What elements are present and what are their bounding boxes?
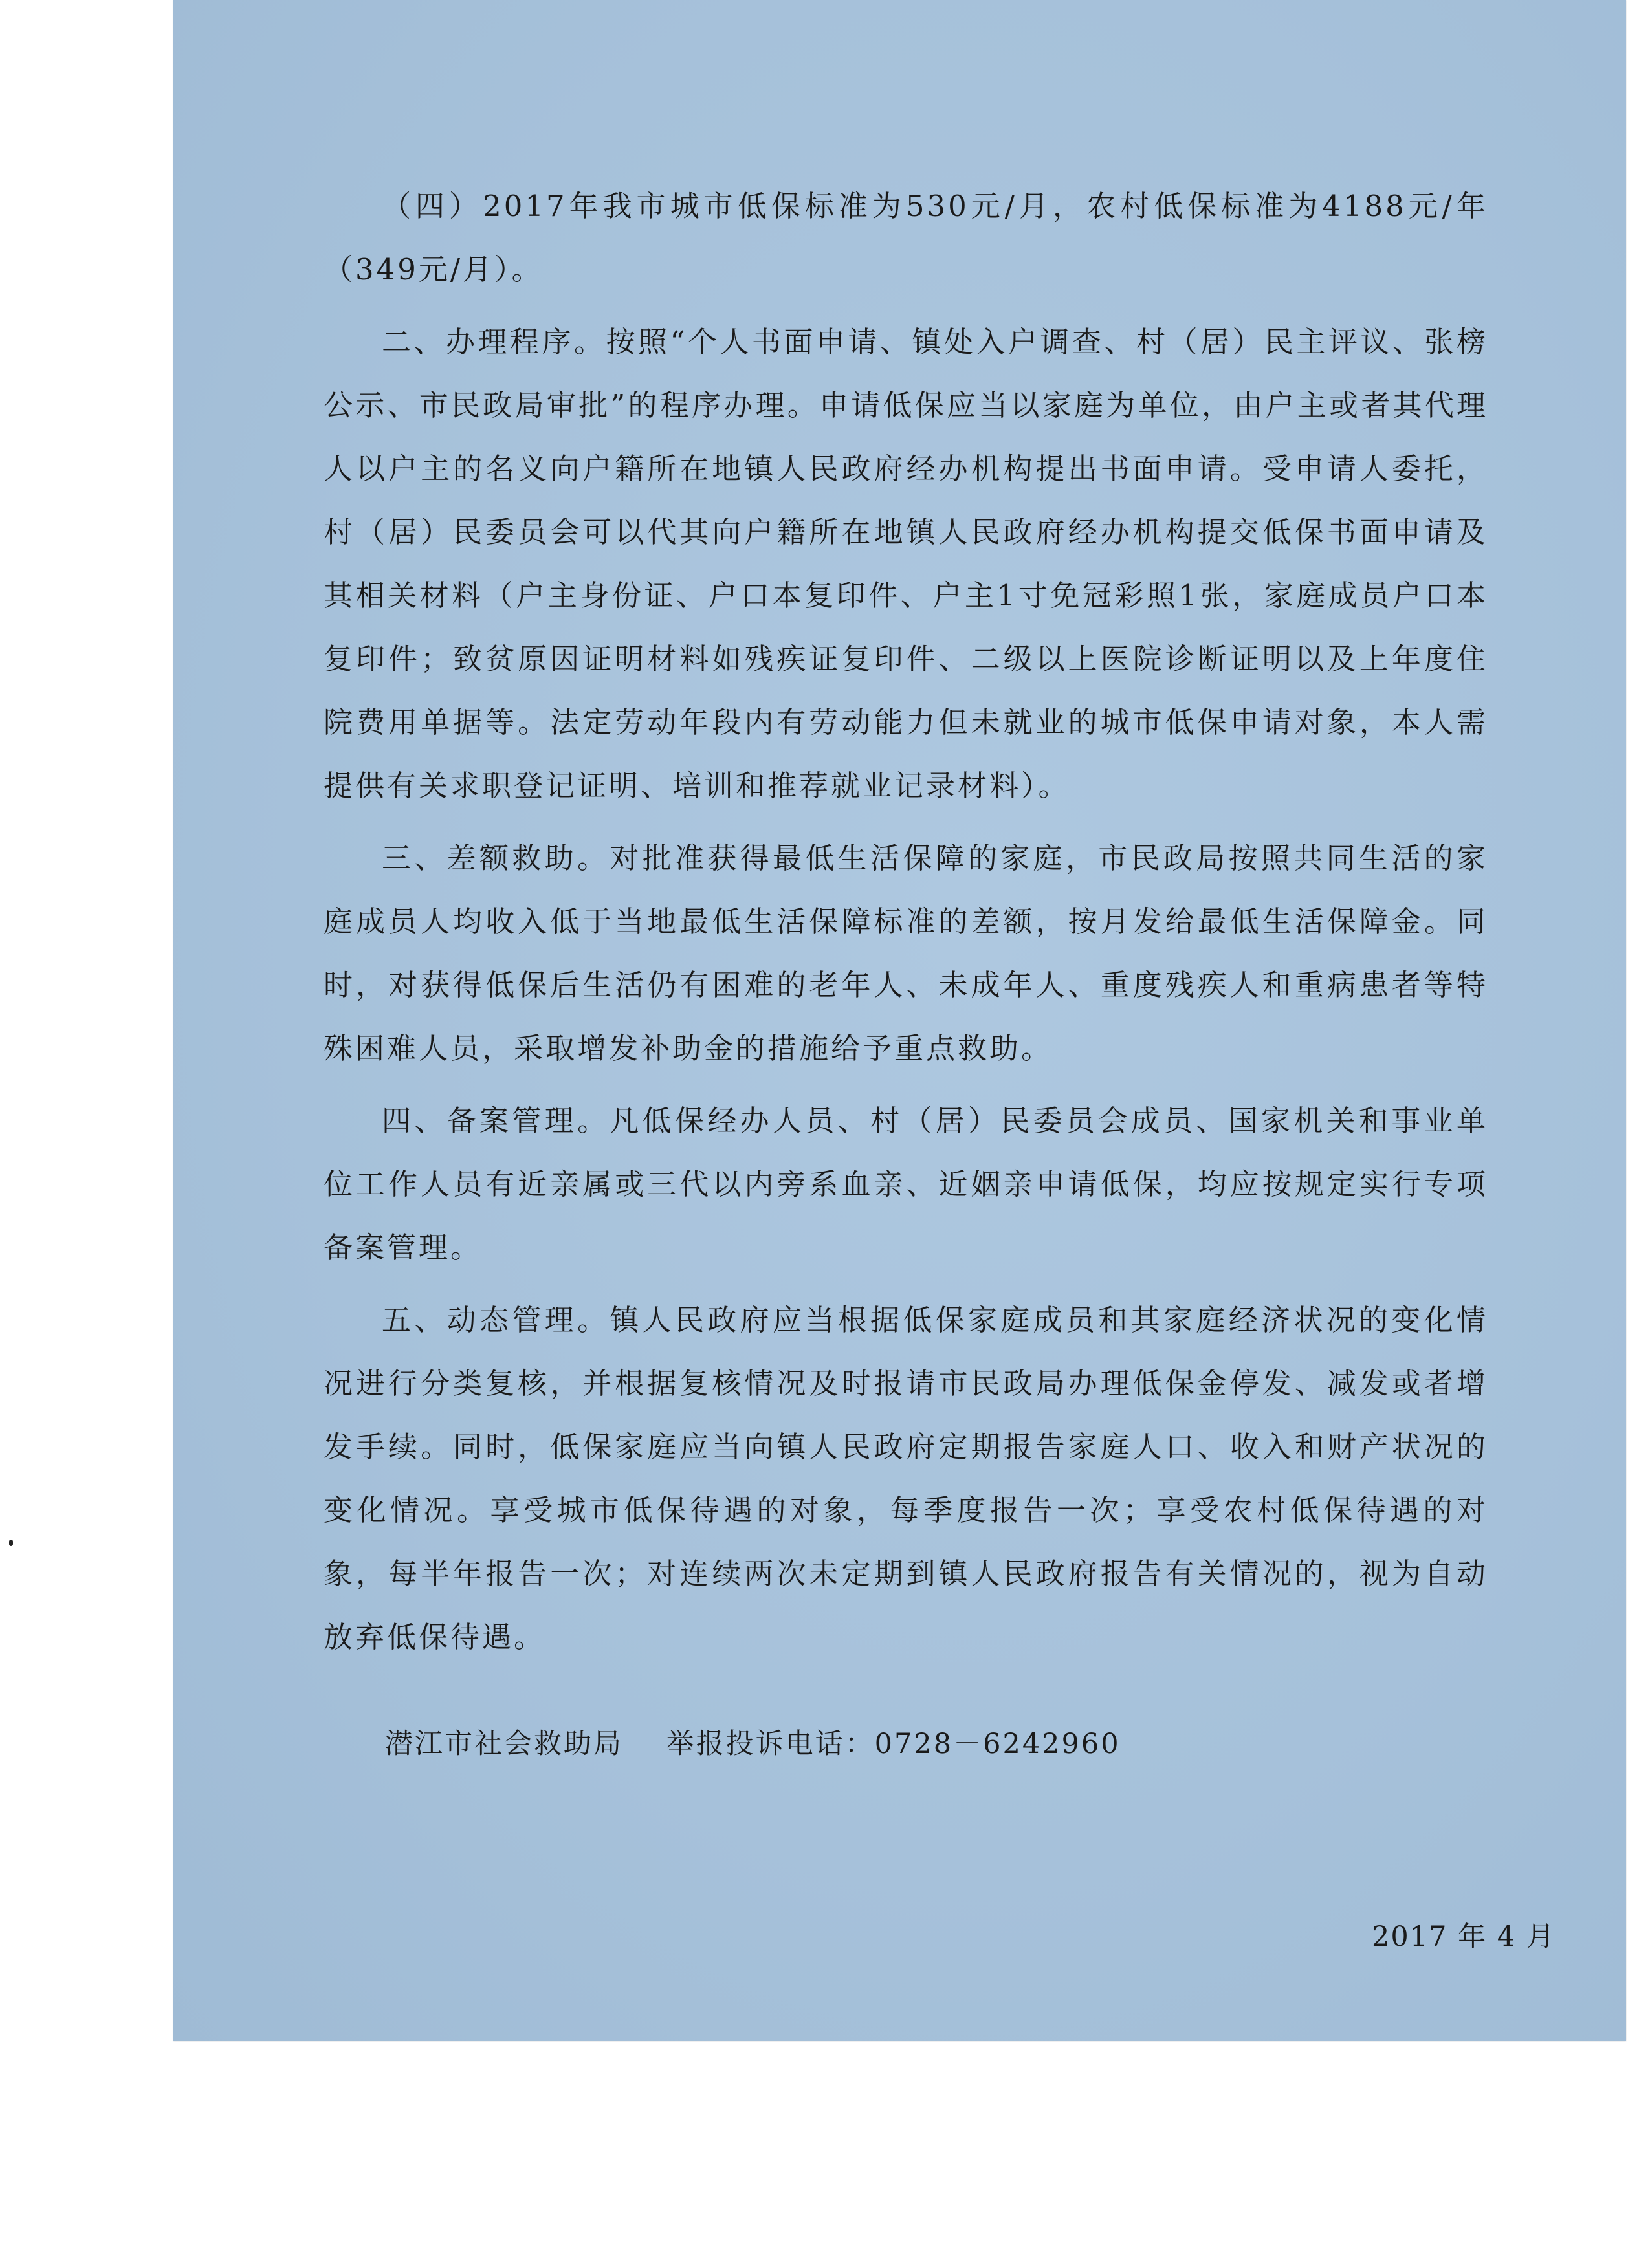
issuer-signature: 潜江市社会救助局 举报投诉电话：0728－6242960: [385, 1728, 1121, 1760]
scan-mark: [9, 1540, 13, 1546]
document-page: [173, 0, 1626, 2041]
paragraph-procedure: 二、办理程序。按照“个人书面申请、镇处入户调查、村（居）民主评议、张榜公示、市民政局审批”的程序办理。申请低保应当以家庭为单位，由户主或者其代理人以户主的名义向户籍所在地镇人民政府经办机构提出书面申请。受申请人委托，村（居）民委员会可以代其向户籍所在地镇人民政府经办机构提交低保书面申请及其相关材料（户主身份证、户口本复印件、户主1寸免冠彩照1张，家庭成员户口本复印件；致贫原因证明材料如残疾证复印件、二级以上医院诊断证明以及上年度住院费用单据等。法定劳动年段内有劳动能力但未就业的城市低保申请对象，本人需提供有关求职登记证明、培训和推荐就业记录材料）。: [324, 325, 1488, 803]
paragraph-standards: （四）2017年我市城市低保标准为530元/月，农村低保标准为4188元/年（349元/月）。: [324, 189, 1488, 287]
issue-date: 2017 年 4 月: [1372, 1921, 1556, 1953]
paragraph-assistance: 三、差额救助。对批准获得最低生活保障的家庭，市民政局按照共同生活的家庭成员人均收入低于当地最低生活保障标准的差额，按月发给最低生活保障金。同时，对获得低保后生活仍有困难的老年人、未成年人、重度残疾人和重病患者等特殊困难人员，采取增发补助金的措施给予重点救助。: [324, 841, 1488, 1065]
paragraph-dynamic-management: 五、动态管理。镇人民政府应当根据低保家庭成员和其家庭经济状况的变化情况进行分类复核，并根据复核情况及时报请市民政局办理低保金停发、减发或者增发手续。同时，低保家庭应当向镇人民政府定期报告家庭人口、收入和财产状况的变化情况。享受城市低保待遇的对象，每季度报告一次；享受农村低保待遇的对象，每半年报告一次；对连续两次未定期到镇人民政府报告有关情况的，视为自动放弃低保待遇。: [324, 1303, 1488, 1654]
document-body: [324, 175, 1488, 1678]
paragraph-filing: 四、备案管理。凡低保经办人员、村（居）民委员会成员、国家机关和事业单位工作人员有近亲属或三代以内旁系血亲、近姻亲申请低保，均应按规定实行专项备案管理。: [324, 1104, 1488, 1265]
